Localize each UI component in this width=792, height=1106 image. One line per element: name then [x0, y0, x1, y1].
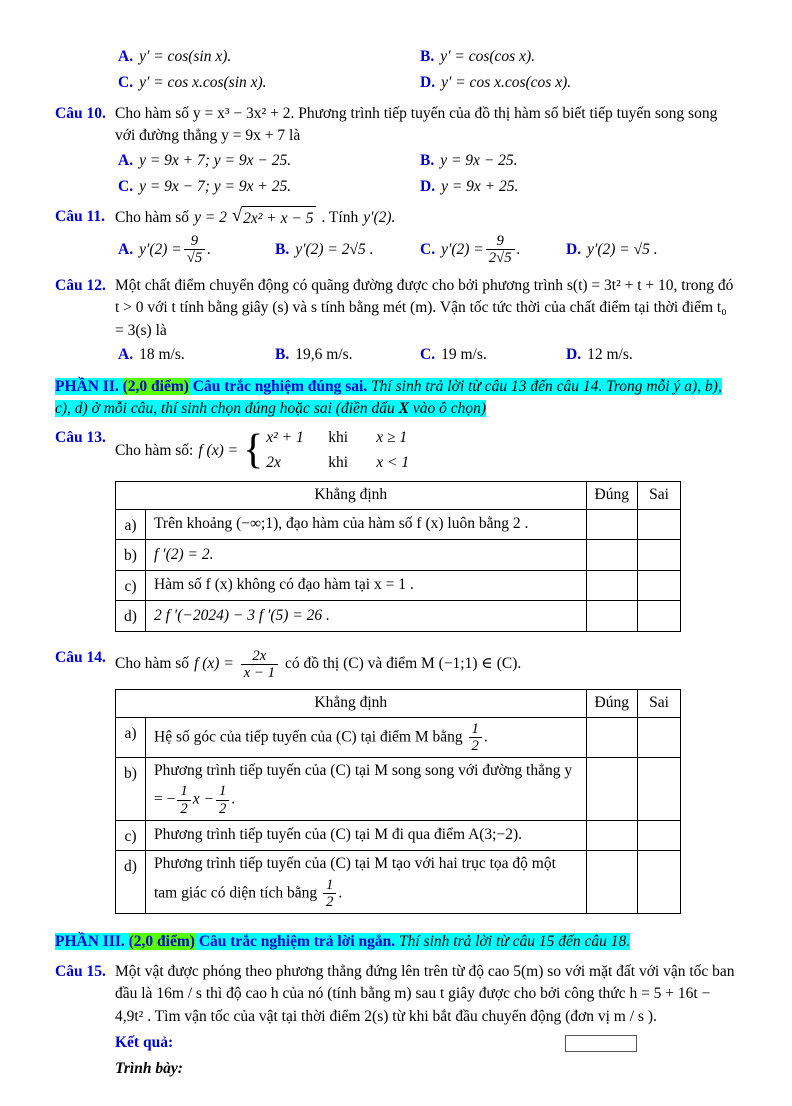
q09-options	[115, 46, 737, 95]
part3-points: (2,0 điểm)	[128, 933, 195, 951]
option-label: C.	[118, 178, 134, 196]
statement-text: Phương trình tiếp tuyến của (C) tại M tạo với hai trục tọa độ một tam giác có diện tích bằng $\frac{1}{2}$ .	[146, 851, 587, 914]
table-header-row	[116, 690, 681, 717]
table-row	[116, 509, 681, 539]
table-row	[116, 717, 681, 757]
answer-cell-dung[interactable]	[586, 757, 637, 820]
part2-header	[55, 376, 737, 421]
option-label: D.	[566, 240, 582, 258]
question-label: Câu 15.	[55, 962, 106, 980]
question-label: Câu 14.	[55, 648, 106, 666]
option-text: 19,6 m/s.	[295, 346, 353, 364]
option-label: A.	[118, 48, 134, 65]
question-stem: Một chất điểm chuyển động có quãng đường được cho bởi phương trình s(t) = 3t² + t + 10, trong đó t > 0 với t tính bằng giây (s) và s tính bằng mét (m). Vận tốc tức thời của chất điểm tại thời điểm t₀ = 3(s) là	[115, 276, 734, 339]
option-b	[420, 150, 737, 172]
table-row	[116, 757, 681, 820]
option-c	[420, 344, 566, 366]
row-key: a)	[116, 717, 146, 757]
fraction: $\frac{1}{2}$	[177, 783, 190, 816]
option-a	[118, 344, 275, 366]
part3-highlight	[55, 933, 630, 950]
option-a	[118, 46, 420, 68]
option-text: y′ = cos(sin x).	[139, 48, 232, 65]
statement-text: f ′(2) = 2.	[146, 540, 587, 570]
question-12	[55, 275, 737, 369]
option-label: B.	[420, 48, 435, 65]
option-text: y = 9x − 7; y = 9x + 25.	[139, 178, 292, 196]
table-header-row	[116, 482, 681, 509]
option-d	[566, 344, 737, 366]
q13-table	[115, 481, 681, 631]
brace: {	[243, 427, 264, 474]
option-label: D.	[420, 74, 436, 92]
part3-title: PHẦN III.	[55, 933, 125, 951]
question-14	[55, 647, 737, 924]
question-stem: Cho hàm số y = x³ − 3x² + 2. Phương trình tiếp tuyến của đồ thị hàm số biết tiếp tuyến song song với đường thẳng y = 9x + 7 là	[115, 104, 718, 145]
answer-cell-dung[interactable]	[586, 851, 637, 914]
answer-cell-sai[interactable]	[638, 601, 681, 631]
answer-cell-sai[interactable]	[638, 757, 681, 820]
table-row	[116, 601, 681, 631]
statement-text: Hàm số f (x) không có đạo hàm tại x = 1 .	[146, 570, 587, 600]
row-key: d)	[116, 851, 146, 914]
option-label: B.	[275, 240, 290, 258]
option-label: C.	[420, 346, 436, 364]
row-key: a)	[116, 509, 146, 539]
statement-text: Trên khoảng (−∞;1), đạo hàm của hàm số f (x) luôn bằng 2 .	[146, 509, 587, 539]
question-stem: Cho hàm số y = 2 √ 2x² + x − 5 . Tính y′(2).	[115, 206, 737, 230]
table-row	[116, 540, 681, 570]
question-13	[55, 427, 737, 641]
option-label: D.	[420, 178, 436, 196]
option-c	[118, 72, 420, 94]
option-a	[118, 150, 420, 172]
table-row	[116, 851, 681, 914]
statement-text: Hệ số góc của tiếp tuyến của (C) tại điểm M bằng $\frac{1}{2}$ .	[146, 717, 587, 757]
row-key: c)	[116, 820, 146, 850]
piecewise-function: { x² + 1 khi x ≥ 1 2x khi x < 1	[243, 427, 410, 474]
answer-cell-sai[interactable]	[638, 851, 681, 914]
header-false: Sai	[638, 482, 681, 509]
square-root: √ 2x² + x − 5	[232, 206, 317, 230]
fraction: $\frac{1}{2}$	[469, 721, 482, 754]
part2-highlight	[55, 378, 722, 417]
option-text: y′ = cos x.cos(cos x).	[441, 74, 572, 92]
question-label: Câu 12.	[55, 276, 106, 294]
question-label: Câu 13.	[55, 429, 106, 447]
option-b	[420, 46, 737, 68]
part3-subtitle: Câu trắc nghiệm trả lời ngắn.	[198, 933, 396, 951]
option-b	[275, 344, 420, 366]
fraction: $\frac{9}{2√5}$	[486, 233, 515, 266]
fraction: $\frac{1}{2}$	[216, 783, 229, 816]
part2-title: PHẦN II.	[55, 377, 119, 395]
row-key: b)	[116, 540, 146, 570]
answer-cell-sai[interactable]	[638, 820, 681, 850]
fraction: $\frac{2x}{x - 1}$	[241, 648, 278, 681]
answer-cell-dung[interactable]	[586, 601, 637, 631]
present-label: Trình bày:	[115, 1060, 183, 1078]
result-row	[115, 1032, 737, 1054]
option-text: 12 m/s.	[587, 346, 633, 364]
option-label: C.	[420, 240, 436, 258]
option-text: y′(2) = √5 .	[587, 240, 658, 258]
table-row	[116, 570, 681, 600]
header-statement: Khẳng định	[116, 482, 587, 509]
answer-cell-dung[interactable]	[586, 509, 637, 539]
option-text: 19 m/s.	[441, 346, 487, 364]
answer-cell-dung[interactable]	[586, 717, 637, 757]
answer-cell-sai[interactable]	[638, 540, 681, 570]
option-b	[275, 232, 420, 267]
result-label: Kết quả:	[115, 1034, 174, 1051]
row-key: b)	[116, 757, 146, 820]
header-true: Đúng	[586, 482, 637, 509]
option-label: B.	[420, 151, 435, 169]
option-text: y = 9x + 7; y = 9x − 25.	[139, 151, 292, 169]
option-label: A.	[118, 346, 134, 364]
option-text: y = 9x + 25.	[441, 178, 519, 196]
question-label: Câu 11.	[55, 207, 105, 225]
question-stem: Một vật được phóng theo phương thẳng đứng lên trên từ độ cao 5(m) so với mặt đất với vận tốc ban đầu là 16m / s thì độ cao h của nó (tính bằng m) sau t giây được cho bởi công thức h = 5 + 16t − 4,9t² . Tìm vận tốc của vật tại thời điểm 2(s) từ khi bắt đầu chuyển động (đơn vị m / s ).	[115, 962, 735, 1025]
statement-text: 2 f ′(−2024) − 3 f ′(5) = 26 .	[146, 601, 587, 631]
question-label: Câu 10.	[55, 104, 106, 122]
part2-points: (2,0 điểm)	[122, 377, 189, 395]
option-label: D.	[566, 346, 582, 364]
option-text: y′ = cos x.cos(sin x).	[139, 74, 267, 92]
header-true: Đúng	[586, 690, 637, 717]
answer-cell-dung[interactable]	[586, 570, 637, 600]
option-label: A.	[118, 151, 134, 169]
fraction: $\frac{1}{2}$	[323, 877, 336, 910]
part2-subtitle: Câu trắc nghiệm đúng sai.	[192, 377, 368, 395]
table-row	[116, 820, 681, 850]
q14-table	[115, 689, 681, 914]
question-15	[55, 961, 737, 1081]
option-d	[566, 232, 737, 267]
answer-input-box[interactable]	[565, 1035, 637, 1052]
option-label: A.	[118, 240, 134, 258]
header-statement: Khẳng định	[116, 690, 587, 717]
option-label: B.	[275, 346, 290, 364]
option-text: 18 m/s.	[139, 346, 185, 364]
q12-options	[115, 344, 737, 366]
question-stem: Cho hàm số f (x) = $\frac{2x}{x - 1}$ có đồ thị (C) và điểm M (−1;1) ∈ (C).	[115, 647, 522, 681]
answer-cell-dung[interactable]	[586, 540, 637, 570]
row-key: c)	[116, 570, 146, 600]
option-text: y′(2) = 2√5 .	[295, 240, 374, 258]
statement-text: Phương trình tiếp tuyến của (C) tại M đi qua điểm A(3;−2).	[146, 820, 587, 850]
answer-cell-dung[interactable]	[586, 820, 637, 850]
part3-instructions: Thí sinh trả lời từ câu 15 đến câu 18.	[399, 933, 631, 951]
question-11	[55, 206, 737, 270]
answer-cell-sai[interactable]	[638, 570, 681, 600]
option-d	[420, 176, 737, 198]
answer-cell-sai[interactable]	[638, 509, 681, 539]
option-label: C.	[118, 74, 134, 92]
option-c: C. y′(2) = $\frac{9}{2√5}$ .	[420, 233, 521, 267]
answer-cell-sai[interactable]	[638, 717, 681, 757]
option-c	[118, 176, 420, 198]
option-a: A. y′(2) = $\frac{9}{√5}$ .	[118, 233, 212, 267]
part3-header	[55, 931, 737, 953]
option-text: y = 9x − 25.	[440, 151, 518, 169]
radical-sign: √	[231, 204, 243, 226]
header-false: Sai	[638, 690, 681, 717]
row-key: d)	[116, 601, 146, 631]
option-d	[420, 72, 737, 94]
option-text: y′ = cos(cos x).	[440, 48, 535, 65]
question-stem: Cho hàm số: f (x) = { x² + 1 khi x ≥ 1 2x khi x < 1	[115, 427, 410, 474]
part2-instructions: Thí sinh trả lời từ câu 13 đến câu 14. Trong mỗi ý a), b), c), d) ở mỗi câu, thí sinh chọn đúng hoặc sai (điền dấu X vào ô chọn)	[55, 377, 722, 417]
q10-options	[115, 150, 737, 199]
q11-options	[115, 232, 737, 267]
statement-text: Phương trình tiếp tuyến của (C) tại M song song với đường thẳng y = − $\frac{1}{2}$ x − $\frac{1}{2}$ .	[146, 757, 587, 820]
fraction: $\frac{9}{√5}$	[184, 233, 205, 266]
question-10	[55, 103, 737, 201]
